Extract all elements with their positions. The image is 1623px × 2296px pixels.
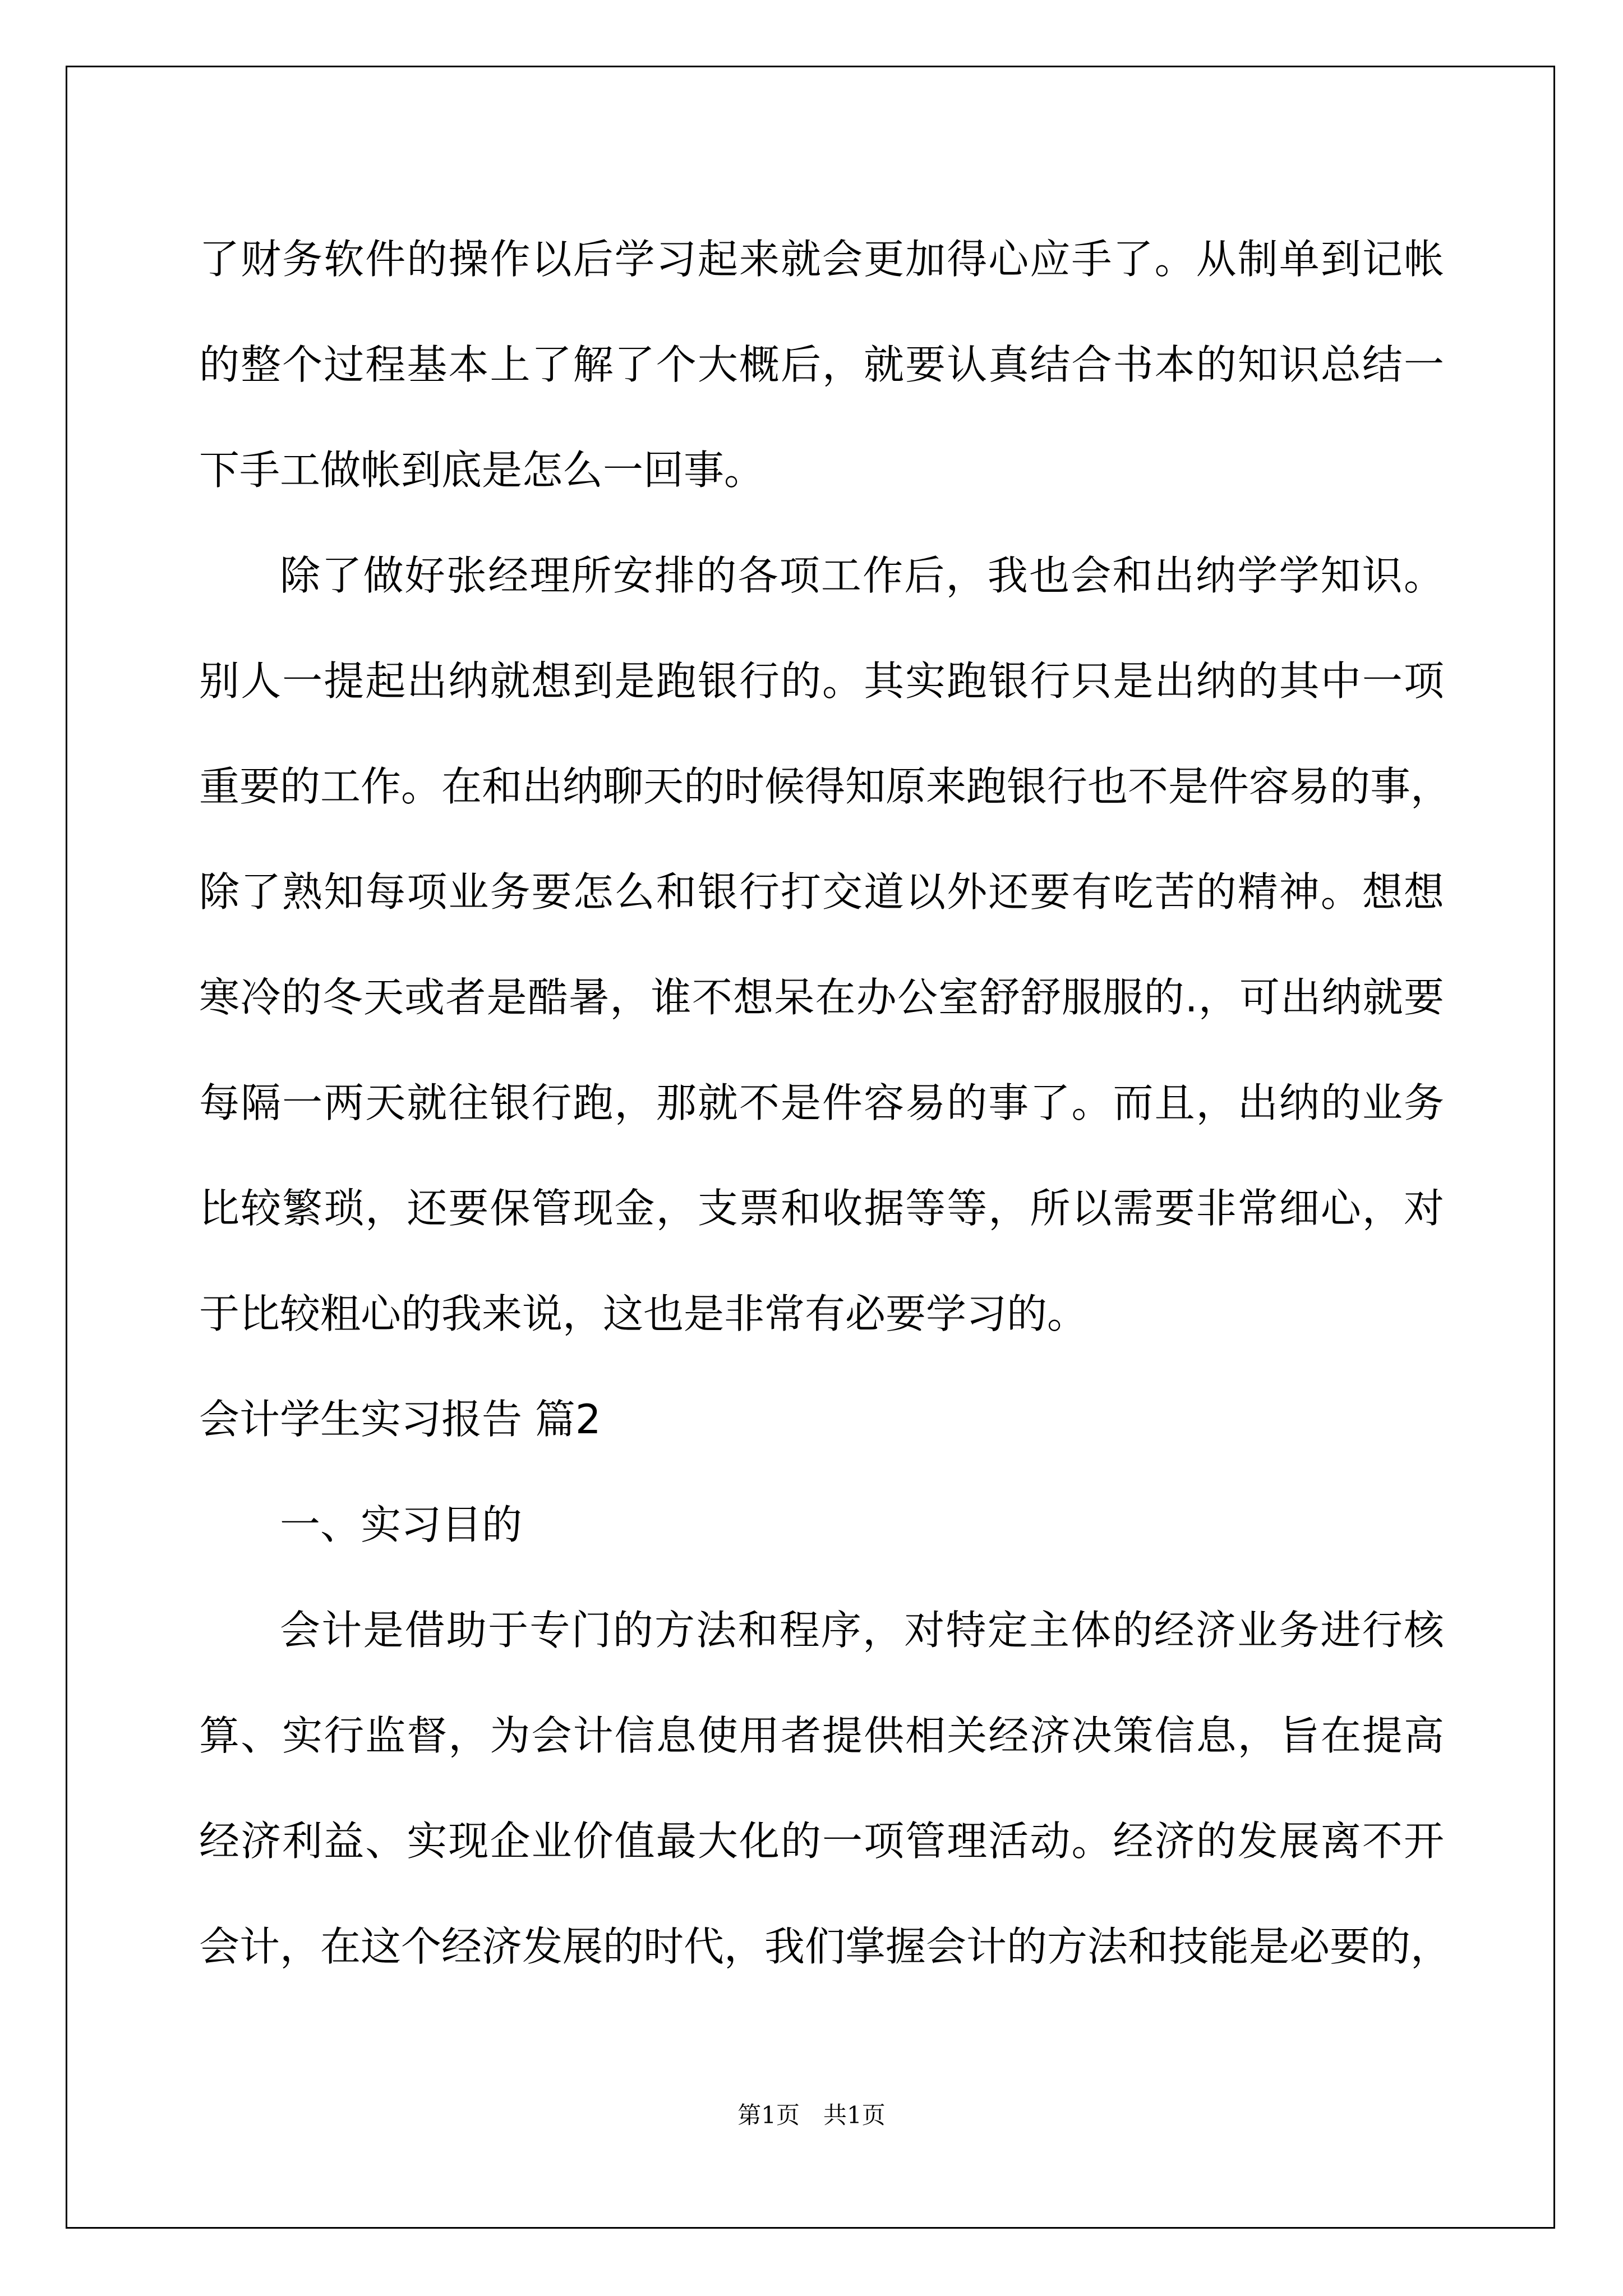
paragraph-line: 重要的工作。在和出纳聊天的时候得知原来跑银行也不是件容易的事， — [199, 763, 1451, 810]
paragraph-line: 算、实行监督，为会计信息使用者提供相关经济决策信息，旨在提高 — [199, 1712, 1444, 1759]
paragraph-line: 比较繁琐，还要保管现金，支票和收据等等，所以需要非常细心，对 — [199, 1185, 1444, 1232]
document-body — [199, 206, 1451, 1999]
paragraph-line: 了财务软件的操作以后学习起来就会更加得心应手了。从制单到记帐 — [199, 236, 1444, 283]
paragraph-line: 下手工做帐到底是怎么一回事。 — [199, 447, 765, 494]
paragraph-line: 别人一提起出纳就想到是跑银行的。其实跑银行只是出纳的其中一项 — [199, 657, 1444, 705]
paragraph-line: 经济利益、实现企业价值最大化的一项管理活动。经济的发展离不开 — [199, 1818, 1444, 1865]
subsection-title: 一、实习目的 — [280, 1501, 523, 1548]
section-title: 会计学生实习报告 篇2 — [199, 1396, 601, 1443]
paragraph-line: 于比较粗心的我来说，这也是非常有必要学习的。 — [199, 1290, 1088, 1337]
paragraph-line: 除了熟知每项业务要怎么和银行打交道以外还要有吃苦的精神。想想 — [199, 868, 1444, 915]
paragraph-line: 每隔一两天就往银行跑，那就不是件容易的事了。而且，出纳的业务 — [199, 1079, 1444, 1126]
paragraph-line: 除了做好张经理所安排的各项工作后，我也会和出纳学学知识。 — [280, 552, 1444, 599]
page-number-footer: 第1页 共1页 — [737, 2101, 886, 2129]
paragraph-line: 会计是借助于专门的方法和程序，对特定主体的经济业务进行核 — [280, 1607, 1444, 1654]
paragraph-line: 的整个过程基本上了解了个大概后，就要认真结合书本的知识总结一 — [199, 341, 1444, 388]
paragraph-line: 会计，在这个经济发展的时代，我们掌握会计的方法和技能是必要的， — [199, 1923, 1451, 1970]
paragraph-line: 寒冷的冬天或者是酷暑，谁不想呆在办公室舒舒服服的.，可出纳就要 — [199, 974, 1444, 1021]
